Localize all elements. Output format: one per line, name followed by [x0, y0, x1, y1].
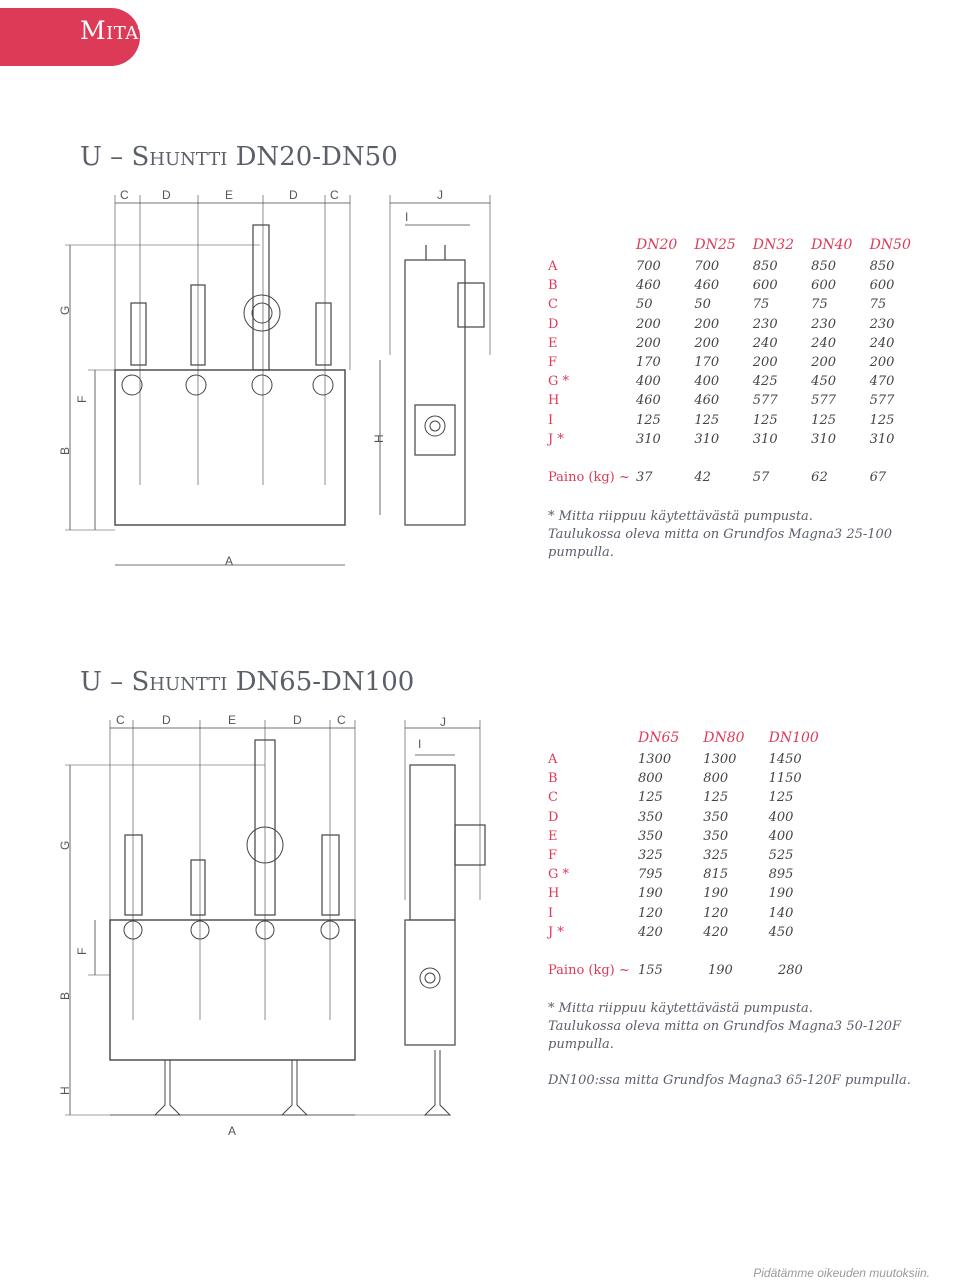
- table-cell: 1300: [703, 752, 737, 768]
- page-tab-title: Mitat: [80, 16, 151, 45]
- section1-note-pump: * Mitta riippuu käytettävästä pumpusta.: [548, 509, 813, 524]
- table-cell: 200: [636, 316, 661, 332]
- table-cell: 310: [869, 431, 895, 447]
- footer-disclaimer: Pidätämme oikeuden muutoksiin.: [753, 1266, 930, 1280]
- column-header: DN20: [636, 237, 678, 253]
- dim-label-h: H: [58, 1086, 72, 1095]
- table-row: [548, 353, 928, 372]
- column-header: DN32: [752, 237, 795, 253]
- column-header: DN100: [768, 730, 819, 746]
- dim-label-a: A: [225, 554, 234, 568]
- table-row: [548, 411, 928, 430]
- section2-note-magna: Taulukossa oleva mitta on Grundfos Magna3 50-120F pumpulla.: [548, 1019, 902, 1052]
- table-row: [548, 257, 928, 276]
- table-cell: 460: [694, 393, 720, 409]
- table-cell: 310: [636, 431, 661, 447]
- table-cell: 450: [811, 374, 836, 390]
- table-cell: 190: [638, 886, 663, 902]
- table-cell: 310: [752, 431, 778, 447]
- row-label: B: [548, 771, 558, 787]
- dim-label-b: B: [58, 991, 72, 1000]
- table-cell: 815: [703, 867, 729, 883]
- column-header: DN25: [694, 237, 736, 253]
- table-cell: 120: [638, 905, 663, 921]
- table-cell: 200: [636, 335, 661, 351]
- table-row: [548, 808, 848, 827]
- row-label: E: [548, 335, 558, 351]
- table-cell: 577: [869, 393, 895, 409]
- table-cell: 190: [703, 886, 729, 902]
- table-cell: 75: [869, 297, 887, 313]
- weight-cell: 57: [752, 470, 770, 486]
- table-cell: 200: [752, 355, 778, 371]
- table-cell: 460: [694, 278, 720, 294]
- row-label: H: [548, 393, 560, 409]
- table-cell: 400: [636, 374, 661, 390]
- table-cell: 1450: [768, 752, 802, 768]
- table-cell: 850: [869, 259, 895, 275]
- table-cell: 850: [811, 259, 836, 275]
- weight-cell: 37: [636, 470, 653, 486]
- table-row: [548, 827, 848, 846]
- table-cell: 400: [694, 374, 720, 390]
- table-cell: 525: [768, 848, 794, 864]
- table-cell: 700: [694, 259, 720, 275]
- weight-cell: 67: [869, 470, 887, 486]
- dim-label-g: G: [58, 840, 72, 850]
- table-cell: 420: [638, 924, 663, 940]
- table-cell: 200: [694, 316, 720, 332]
- table-row: [548, 750, 848, 769]
- section2-note-pump: * Mitta riippuu käytettävästä pumpusta.: [548, 1001, 813, 1016]
- column-header: DN80: [703, 730, 745, 746]
- table-cell: 125: [636, 412, 661, 428]
- table-cell: 125: [638, 790, 663, 806]
- column-header: DN50: [869, 237, 911, 253]
- table-cell: 1300: [638, 752, 672, 768]
- row-label: J *: [548, 924, 564, 940]
- dim-label-c1: C: [116, 713, 125, 727]
- table-cell: 240: [869, 335, 895, 351]
- table-cell: 325: [703, 848, 729, 864]
- table-cell: 420: [703, 924, 729, 940]
- table-row: [548, 769, 848, 788]
- section2-note-dn100: DN100:ssa mitta Grundfos Magna3 65-120F pumpulla.: [548, 1073, 911, 1088]
- table-cell: 75: [811, 297, 828, 313]
- section1-notes: [548, 508, 960, 562]
- dim-label-d2: D: [293, 713, 302, 727]
- table-cell: 470: [869, 374, 895, 390]
- section2-notes: [548, 1000, 960, 1090]
- table-cell: 125: [811, 412, 836, 428]
- table-cell: 700: [636, 259, 661, 275]
- section2-table: [548, 729, 848, 942]
- table-cell: 425: [752, 374, 778, 390]
- table-cell: 800: [703, 771, 729, 787]
- table-row: [548, 884, 848, 903]
- weight-cell: 62: [811, 470, 828, 486]
- dim-label-c1: C: [120, 188, 129, 202]
- table-cell: 200: [694, 335, 720, 351]
- row-label: D: [548, 316, 559, 332]
- table-row: [548, 372, 928, 391]
- row-label: E: [548, 828, 558, 844]
- weight-cell: 155: [638, 963, 663, 979]
- table-cell: 230: [869, 316, 895, 332]
- table-cell: 800: [638, 771, 663, 787]
- row-label: F: [548, 355, 558, 371]
- table-cell: 400: [768, 828, 794, 844]
- row-label: D: [548, 809, 559, 825]
- dim-label-e: E: [225, 188, 234, 202]
- weight-cell: 280: [778, 963, 803, 979]
- section1-table: [548, 236, 928, 449]
- table-row: [548, 315, 928, 334]
- table-cell: 850: [752, 259, 778, 275]
- column-header: DN40: [811, 237, 853, 253]
- table-cell: 170: [636, 355, 661, 371]
- section2-title: U – Shuntti DN65-DN100: [80, 667, 415, 697]
- table-row: [548, 846, 848, 865]
- table-cell: 170: [694, 355, 720, 371]
- table-cell: 240: [811, 335, 836, 351]
- table-cell: 230: [811, 316, 836, 332]
- table-cell: 125: [703, 790, 729, 806]
- dim-label-g: G: [58, 305, 72, 315]
- table-cell: 1150: [768, 771, 802, 787]
- dim-label-e: E: [228, 713, 237, 727]
- table-cell: 240: [752, 335, 778, 351]
- table-row: [548, 904, 848, 923]
- table-cell: 50: [636, 297, 653, 313]
- section1-note-magna: Taulukossa oleva mitta on Grundfos Magna3 25-100 pumpulla.: [548, 527, 893, 560]
- table-cell: 350: [638, 809, 663, 825]
- dim-label-j: J: [440, 715, 446, 729]
- table-cell: 190: [768, 886, 794, 902]
- table-cell: 125: [869, 412, 895, 428]
- section1-title: U – Shuntti DN20-DN50: [80, 142, 398, 172]
- table-cell: 450: [768, 924, 794, 940]
- dim-label-j: J: [437, 188, 443, 202]
- table-cell: 600: [811, 278, 836, 294]
- column-header: DN65: [638, 730, 680, 746]
- row-label: J *: [548, 431, 564, 447]
- section2-weights: [548, 961, 848, 980]
- row-label: G *: [548, 867, 570, 883]
- row-label: I: [548, 412, 554, 428]
- row-label: A: [548, 259, 558, 275]
- dim-label-d1: D: [162, 188, 171, 202]
- table-cell: 400: [768, 809, 794, 825]
- table-cell: 140: [768, 905, 794, 921]
- table-cell: 310: [811, 431, 836, 447]
- section1-drawing: [0, 185, 540, 575]
- weight-cell: 42: [694, 470, 711, 486]
- table-cell: 460: [636, 278, 661, 294]
- row-label: F: [548, 848, 558, 864]
- weight-label: Paino (kg) ~: [548, 470, 630, 486]
- table-row: [548, 391, 928, 410]
- table-cell: 600: [752, 278, 778, 294]
- table-cell: 75: [752, 297, 770, 313]
- table-cell: 350: [703, 809, 729, 825]
- table-cell: 230: [752, 316, 778, 332]
- table-row: [548, 923, 848, 942]
- dim-label-f: F: [75, 395, 89, 403]
- table-cell: 125: [694, 412, 720, 428]
- row-label: G *: [548, 374, 570, 390]
- dim-label-i: I: [405, 210, 409, 224]
- table-cell: 600: [869, 278, 895, 294]
- dim-label-c2: C: [330, 188, 339, 202]
- table-cell: 350: [638, 828, 663, 844]
- table-cell: 577: [811, 393, 836, 409]
- weight-label: Paino (kg) ~: [548, 963, 630, 979]
- table-cell: 125: [752, 412, 778, 428]
- table-cell: 325: [638, 848, 663, 864]
- row-label: I: [548, 905, 554, 921]
- table-cell: 120: [703, 905, 729, 921]
- table-row: [548, 430, 928, 449]
- weight-cell: 190: [708, 963, 733, 979]
- table-cell: 200: [811, 355, 836, 371]
- table-cell: 310: [694, 431, 720, 447]
- row-label: H: [548, 886, 560, 902]
- row-label: A: [548, 752, 558, 768]
- table-cell: 577: [752, 393, 778, 409]
- dim-label-c2: C: [337, 713, 346, 727]
- row-label: C: [548, 297, 558, 313]
- section2-drawing: [0, 710, 540, 1138]
- table-cell: 50: [694, 297, 711, 313]
- table-row: [548, 295, 928, 314]
- dim-label-d1: D: [162, 713, 171, 727]
- table-cell: 125: [768, 790, 794, 806]
- table-row: [548, 788, 848, 807]
- dim-label-h: H: [372, 434, 386, 443]
- section1-weights: [548, 468, 928, 487]
- row-label: B: [548, 278, 558, 294]
- table-cell: 200: [869, 355, 895, 371]
- dim-label-f: F: [75, 947, 89, 955]
- table-cell: 795: [638, 867, 663, 883]
- dim-label-b: B: [58, 446, 72, 455]
- dim-label-i: I: [418, 737, 422, 751]
- table-row: [548, 334, 928, 353]
- table-row: [548, 276, 928, 295]
- table-row: [548, 865, 848, 884]
- row-label: C: [548, 790, 558, 806]
- dim-label-a: A: [228, 1124, 237, 1138]
- table-cell: 350: [703, 828, 729, 844]
- table-cell: 895: [768, 867, 794, 883]
- dim-label-d2: D: [289, 188, 298, 202]
- table-cell: 460: [636, 393, 661, 409]
